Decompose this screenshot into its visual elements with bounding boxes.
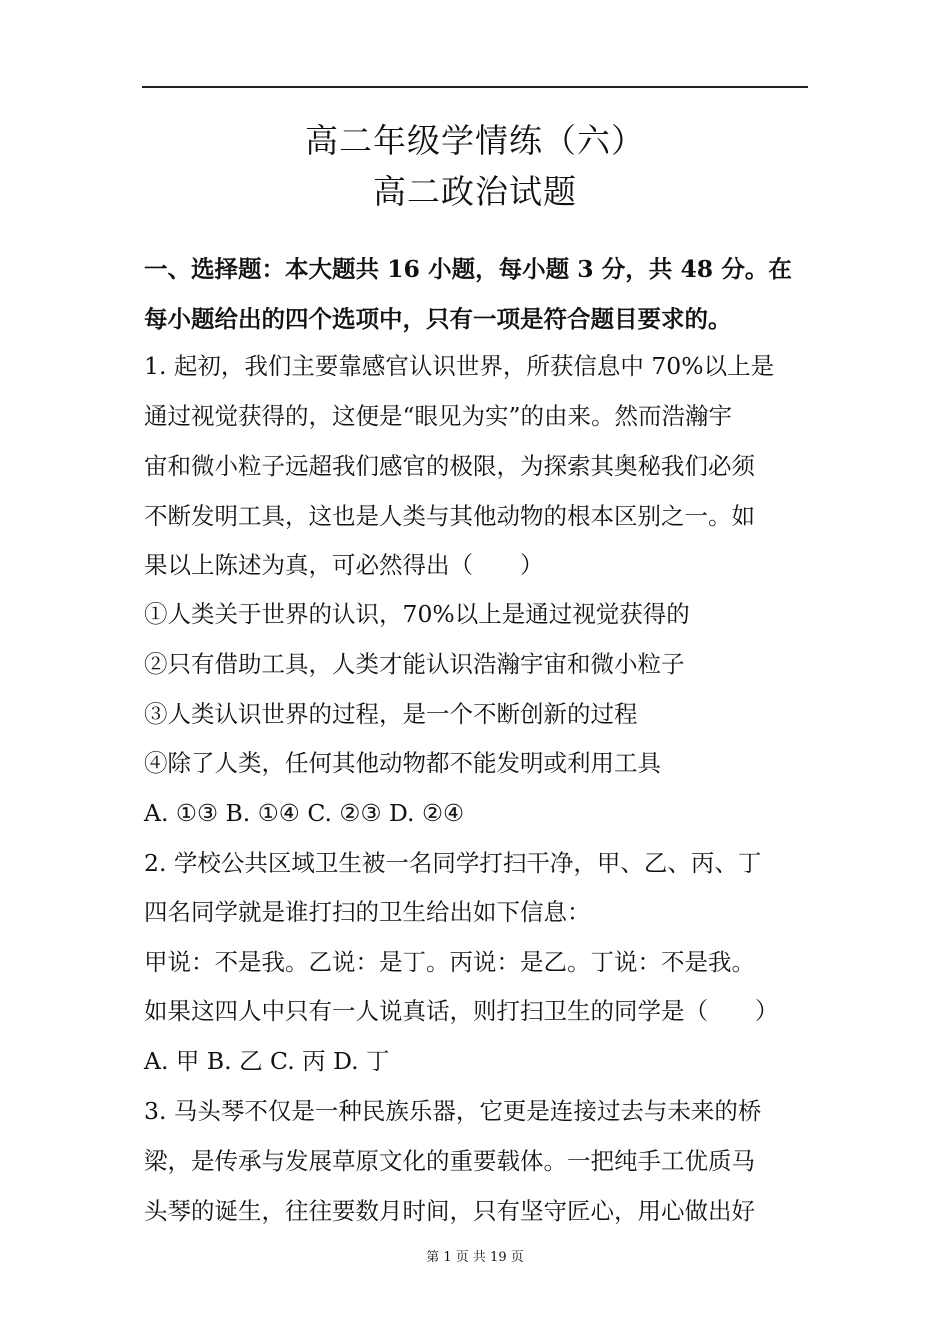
- exam-title: 高二年级学情练（六）: [305, 121, 645, 160]
- question-2-line: 甲说：不是我。乙说：是丁。丙说：是乙。丁说：不是我。: [144, 948, 755, 976]
- question-2-line: 四名同学就是谁打扫的卫生给出如下信息：: [144, 898, 591, 926]
- section-instruction-line: 每小题给出的四个选项中，只有一项是符合题目要求的。: [144, 305, 732, 333]
- question-2-options: A. 甲 B. 乙 C. 丙 D. 丁: [144, 1047, 390, 1075]
- question-1-options: A. ①③ B. ①④ C. ②③ D. ②④: [144, 799, 465, 827]
- question-1-line: 宙和微小粒子远超我们感官的极限，为探索其奥秘我们必须: [144, 452, 755, 480]
- question-1-line: 1. 起初，我们主要靠感官认识世界，所获信息中 70%以上是: [144, 352, 775, 380]
- section-instruction-line: 一、选择题：本大题共 16 小题，每小题 3 分，共 48 分。在: [144, 255, 792, 283]
- question-2-line: 2. 学校公共区域卫生被一名同学打扫干净，甲、乙、丙、丁: [144, 849, 762, 877]
- question-3-line: 梁，是传承与发展草原文化的重要载体。一把纯手工优质马: [144, 1147, 755, 1175]
- page-number: 第 1 页 共 19 页: [426, 1250, 524, 1265]
- question-1-statement: ④除了人类，任何其他动物都不能发明或利用工具: [144, 749, 661, 777]
- question-3-line: 头琴的诞生，往往要数月时间，只有坚守匠心，用心做出好: [144, 1197, 755, 1225]
- question-1-statement: ②只有借助工具，人类才能认识浩瀚宇宙和微小粒子: [144, 650, 685, 678]
- exam-subtitle: 高二政治试题: [373, 172, 577, 211]
- question-3-line: 3. 马头琴不仅是一种民族乐器，它更是连接过去与未来的桥: [144, 1097, 762, 1125]
- question-1-line: 果以上陈述为真，可必然得出（ ）: [144, 551, 544, 579]
- question-1-statement: ①人类关于世界的认识，70%以上是通过视觉获得的: [144, 600, 690, 628]
- question-2-line: 如果这四人中只有一人说真话，则打扫卫生的同学是（ ）: [144, 997, 779, 1025]
- question-1-statement: ③人类认识世界的过程，是一个不断创新的过程: [144, 700, 638, 728]
- question-1-line: 通过视觉获得的，这便是“眼见为实”的由来。然而浩瀚宇: [144, 402, 733, 430]
- question-1-line: 不断发明工具，这也是人类与其他动物的根本区别之一。如: [144, 502, 755, 530]
- header-rule: [142, 86, 808, 88]
